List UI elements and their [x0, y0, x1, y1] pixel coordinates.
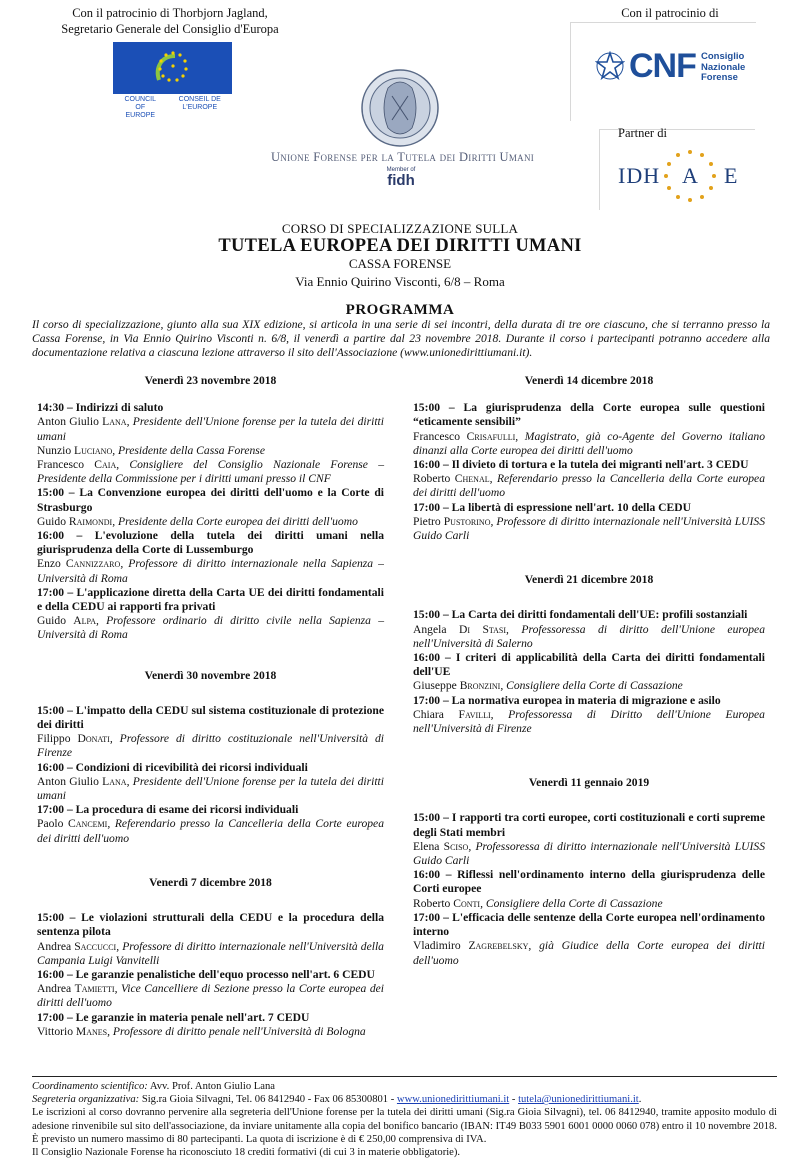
- speaker: Francesco Caia, Consigliere del Consiglio Nazionale Forense – Presidente della Commissione per i diritti umani presso il CNF: [37, 458, 384, 486]
- coe-text-en: COUNCIL OF EUROPE: [124, 96, 156, 119]
- email-link[interactable]: tutela@unionedirittiumani.it: [518, 1094, 639, 1106]
- patronage-left: [35, 5, 305, 37]
- talk-title: 17:00 – La normativa europea in materia di migrazione e asilo: [413, 693, 721, 707]
- talk-title: 17:00 – Le garanzie in materia penale nell'art. 7 CEDU: [37, 1010, 310, 1024]
- cnf-logo: [570, 22, 756, 121]
- italian-emblem-icon: [595, 51, 625, 81]
- speaker: Filippo Donati, Professore di diritto costituzionale nell'Università di Firenze: [37, 732, 385, 760]
- speaker: Guido Raimondi, Presidente della Corte europea dei diritti dell'uomo: [37, 514, 358, 528]
- website-link[interactable]: www.unionedirittiumani.it: [396, 1094, 510, 1106]
- talk-title: 16:00 – Le garanzie penalistiche dell'equo processo nell'art. 6 CEDU: [37, 967, 375, 981]
- day-heading: Venerdì 21 dicembre 2018: [524, 573, 654, 587]
- partner-label: Partner di: [618, 126, 667, 140]
- fidh-name: fidh: [387, 172, 415, 189]
- speaker: Nunzio Luciano, Presidente della Cassa Forense: [37, 443, 265, 457]
- patronage-left-line2: Segretario Generale del Consiglio d'Europa: [61, 22, 279, 36]
- cnf-line1: Consiglio: [701, 51, 745, 62]
- course-venue: CASSA FORENSE: [348, 256, 452, 271]
- talk-title: 14:30 – Indirizzi di saluto: [37, 401, 164, 415]
- talk-title: 15:00 – La Convenzione europea dei diritti dell'uomo e la Corte di Strasburgo: [37, 486, 384, 514]
- day-heading: Venerdì 11 gennaio 2019: [528, 776, 650, 790]
- footer-divider: [32, 1076, 777, 1077]
- talk-title: 17:00 – L'efficacia delle sentenze della Corte europea nell'ordinamento interno: [413, 910, 765, 939]
- fidh-member-of: Member of: [386, 167, 416, 173]
- day-heading: Venerdì 14 dicembre 2018: [524, 374, 654, 387]
- idhae-logo: [599, 126, 755, 210]
- idhae-left: IDH: [618, 163, 661, 188]
- patronage-left-line1: Con il patrocinio di Thorbjorn Jagland,: [72, 6, 268, 20]
- council-of-europe-logo: [113, 42, 232, 119]
- course-line1: CORSO DI SPECIALIZZAZIONE SULLA: [281, 221, 519, 236]
- talk-title: 17:00 – La libertà di espressione nell'art. 10 della CEDU: [413, 500, 692, 514]
- speaker: Pietro Pustorino, Professore di diritto internazionale nell'Università LUISS Guido Carli: [413, 514, 765, 543]
- fidh-logo: [381, 167, 421, 197]
- speaker: Roberto Conti, Consigliere della Corte di Cassazione: [413, 896, 663, 910]
- speaker: Vladimiro Zagrebelsky, già Giudice della Corte europea dei diritti dell'uomo: [413, 939, 765, 967]
- speaker: Guido Alpa, Professore ordinario di diritto civile nella Sapienza – Università di Roma: [37, 614, 384, 642]
- talk-title: 15:00 – L'impatto della CEDU sul sistema costituzionale di protezione dei diritti: [37, 703, 384, 732]
- speaker: Francesco Crisafulli, Magistrato, già co-Agente del Governo italiano dinanzi alla Corte europea dei diritti dell'uomo: [413, 429, 765, 457]
- seal-icon: [360, 68, 440, 148]
- talk-title: 16:00 – Il divieto di tortura e la tutela dei migranti nell'art. 3 CEDU: [413, 458, 749, 472]
- day-heading: Venerdì 30 novembre 2018: [144, 668, 277, 682]
- programma-heading: PROGRAMMA: [345, 302, 455, 318]
- speaker: Anton Giulio Lana, Presidente dell'Unione forense per la tutela dei diritti umani: [37, 415, 384, 443]
- speaker: Roberto Chenal, Referendario presso la Cancelleria della Corte europea dei diritti dell'uomo: [413, 472, 765, 500]
- talk-title: 16:00 – Condizioni di ricevibilità dei ricorsi individuali: [37, 760, 308, 774]
- coe-text-fr: CONSEIL DE L'EUROPE: [178, 96, 221, 111]
- association-seal: [360, 68, 440, 148]
- talk-title: 16:00 – I criteri di applicabilità della Carta dei diritti fondamentali dell'UE: [413, 651, 765, 679]
- course-address: Via Ennio Quirino Visconti, 6/8 – Roma: [295, 274, 505, 289]
- speaker: Vittorio Manes, Professore di diritto penale nell'Università di Bologna: [37, 1024, 366, 1038]
- day-heading: Venerdì 23 novembre 2018: [144, 374, 277, 387]
- talk-title: 17:00 – La procedura di esame dei ricorsi individuali: [37, 803, 299, 817]
- talk-title: 15:00 – La giurisprudenza della Corte europea sulle questioni “eticamente sensibili”: [413, 401, 765, 429]
- footer-coordinator: Coordinamento scientifico: Avv. Prof. Anton Giulio Lana: [32, 1081, 275, 1092]
- talk-title: 16:00 – L'evoluzione della tutela dei diritti umani nella giurisprudenza della Corte di Lussemburgo: [37, 529, 384, 557]
- speaker: Angela Di Stasi, Professoressa di diritto dell'Unione europea nell'Università di Salerno: [413, 622, 765, 650]
- footer-secretariat: Segreteria organizzativa: Sig.ra Gioia Silvagni, Tel. 06 8412940 - Fax 06 85300801 - www.unionedirittiumani.it - tutela@unionedirittiumani.it.: [32, 1094, 642, 1106]
- speaker: Giuseppe Bronzini, Consigliere della Corte di Cassazione: [413, 679, 683, 693]
- speaker: Andrea Tamietti, Vice Cancelliere di Sezione presso la Corte europea dei diritti dell'uomo: [37, 982, 384, 1010]
- footer-credits: Il Consiglio Nazionale Forense ha riconosciuto 18 crediti formativi (di cui 3 in materie obbligatorie).: [32, 1147, 461, 1159]
- intro-paragraph: Il corso di specializzazione, giunto alla sua XIX edizione, si articola in una serie di sei incontri, della durata di tre ore ciascuno, che si terranno presso la Cassa Forense, in Via Ennio Quirino Visconti n. 6/8, il venerdì a partire dal 23 novembre 2018. Durante il corso i partecipanti potranno accedere alla documentazione relativa a ciascuna lezione attraverso il sito dell'Associazione (www.unionedirittiumani.it).: [32, 318, 770, 359]
- cnf-line3: Forense: [701, 72, 738, 83]
- idhae-right: E: [724, 163, 738, 188]
- footer-registration: Le iscrizioni al corso dovranno pervenire alla segreteria dell'Unione forense per la tutela dei diritti umani (Sig.ra Gioia Silvagni), tel. 06 8412940, tramite apposito modulo di adesione rinvenibile sul sito dell'associazione, da inviare unitamente alla copia del bonifico bancario (IBAN: IT49 B033 5901 6001 0000 0060 078) entro il 10 novembre 2018. È previsto un numero massimo di 80 partecipanti. La quota di iscrizione è di € 250,00 comprensiva di IVA.: [32, 1107, 777, 1145]
- talk-title: 15:00 – La Carta dei diritti fondamentali dell'UE: profili sostanziali: [413, 608, 748, 622]
- speaker: Andrea Saccucci, Professore di diritto internazionale nell'Università della Campania Luigi Vanvitelli: [37, 939, 384, 967]
- idhae-mid: A: [682, 163, 698, 188]
- talk-title: 15:00 – I rapporti tra corti europee, corti costituzionali e corti supreme degli Stati membri: [413, 811, 765, 839]
- left-column: [37, 374, 384, 1039]
- course-title: TUTELA EUROPEA DEI DIRITTI UMANI: [218, 236, 582, 256]
- day-heading: Venerdì 7 dicembre 2018: [149, 875, 272, 889]
- footer: [32, 1080, 777, 1159]
- course-heading: [0, 221, 800, 290]
- association-name: Unione Forense per la Tutela dei Diritti Umani: [270, 150, 535, 164]
- speaker: Enzo Cannizzaro, Professore di diritto internazionale nella Sapienza – Università di Roma: [37, 557, 384, 585]
- talk-title: 16:00 – Riflessi nell'ordinamento interno della giurisprudenza delle Corti europee: [413, 868, 765, 896]
- patronage-right-label: Con il patrocinio di: [621, 6, 719, 20]
- talk-title: 15:00 – Le violazioni strutturali della CEDU e la procedura della sentenza pilota: [37, 911, 384, 939]
- talk-title: 17:00 – L'applicazione diretta della Carta UE dei diritti fondamentali e della CEDU ai rapporti fra privati: [37, 585, 384, 614]
- right-column: [413, 374, 765, 968]
- speaker: Anton Giulio Lana, Presidente dell'Unione forense per la tutela dei diritti umani: [37, 774, 384, 803]
- cnf-acronym: CNF: [629, 47, 696, 85]
- speaker: Paolo Cancemi, Referendario presso la Cancelleria della Corte europea dei diritti dell'uomo: [37, 817, 384, 845]
- speaker: Elena Sciso, Professoressa di diritto internazionale nell'Università LUISS Guido Carli: [413, 839, 765, 868]
- cnf-line2: Nazionale: [701, 61, 746, 73]
- speaker: Chiara Favilli, Professoressa di Diritto dell'Unione Europea nell'Università di Firenze: [413, 707, 765, 736]
